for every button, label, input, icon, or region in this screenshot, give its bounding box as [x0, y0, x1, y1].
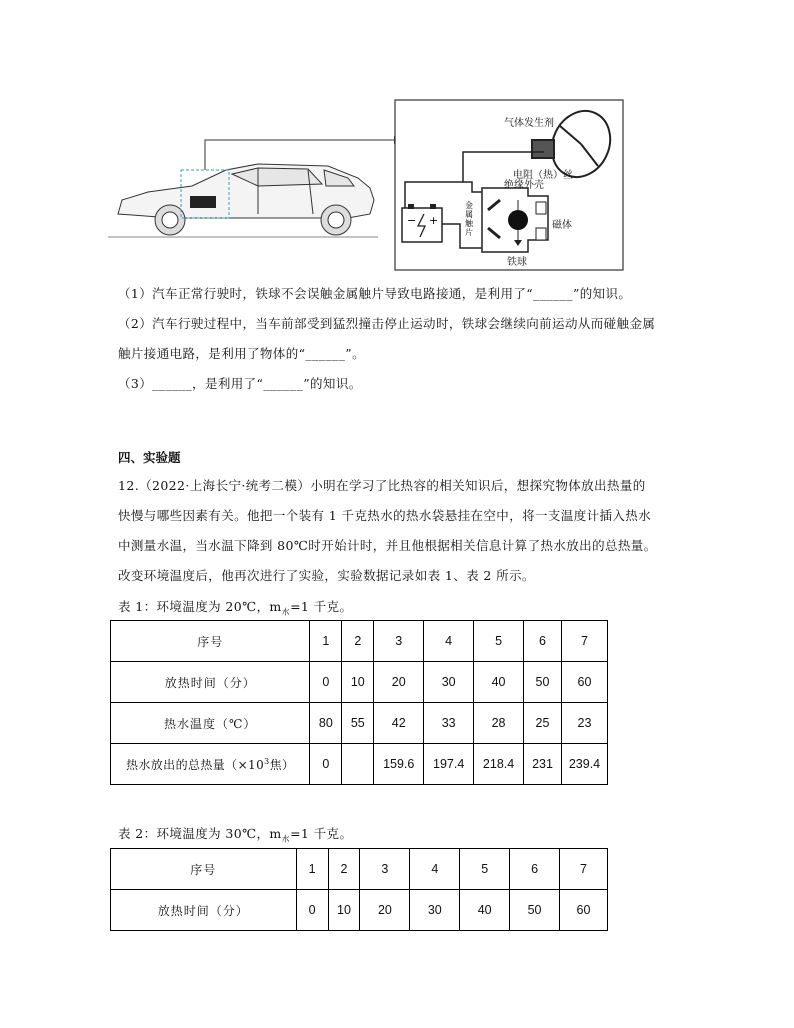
table-2 — [110, 848, 608, 931]
question-2-line-1: （2）汽车行驶过程中，当车前部受到猛烈撞击停止运动时，铁球会继续向前运动从而碰触金属 — [118, 316, 656, 331]
table-cell: 40 — [460, 890, 510, 931]
table-cell: 7 — [560, 849, 608, 890]
table-cell: 159.6 — [374, 744, 424, 785]
question-3: （3）______，是利用了“______”的知识。 — [118, 376, 362, 391]
table-row — [111, 621, 608, 662]
car-illustration — [108, 164, 378, 237]
gas-generator-label: 气体发生剂 — [504, 118, 554, 129]
svg-text:触: 触 — [465, 219, 473, 228]
table-2-caption: 表 2：环境温度为 30℃，$m_水=1$ 千克。 — [118, 826, 353, 844]
table-cell: 60 — [560, 890, 608, 931]
svg-text:属: 属 — [465, 210, 473, 219]
table-row — [111, 890, 608, 931]
table-cell: 6 — [524, 621, 562, 662]
table-cell: 33 — [424, 703, 474, 744]
svg-text:片: 片 — [465, 228, 473, 237]
battery-icon — [402, 204, 442, 242]
svg-text:+: + — [429, 214, 439, 227]
table-cell: 2 — [342, 621, 374, 662]
table-cell: 80 — [310, 703, 342, 744]
table-cell: 20 — [360, 890, 410, 931]
svg-text:金: 金 — [465, 201, 473, 210]
table-cell: 6 — [510, 849, 560, 890]
table-cell: 42 — [374, 703, 424, 744]
table-cell: 3 — [360, 849, 410, 890]
table-cell: 40 — [474, 662, 524, 703]
table-cell: 5 — [460, 849, 510, 890]
question-1: （1）汽车正常行驶时，铁球不会误触金属触片导致电路接通，是利用了“______”的知识。 — [118, 286, 632, 301]
table-cell: 25 — [524, 703, 562, 744]
row-header: 序号 — [111, 849, 297, 890]
row-header: 放热时间（分） — [111, 662, 310, 703]
table-cell: 10 — [328, 890, 360, 931]
table-cell: 10 — [342, 662, 374, 703]
airbag-circuit-figure — [108, 96, 688, 276]
table-cell: 55 — [342, 703, 374, 744]
table-cell: 60 — [561, 662, 607, 703]
table-row — [111, 662, 608, 703]
table-cell: 7 — [561, 621, 607, 662]
table-row — [111, 849, 608, 890]
table-cell: 20 — [374, 662, 424, 703]
svg-text:−: − — [407, 214, 417, 227]
table-cell: 3 — [374, 621, 424, 662]
row-header: 放热时间（分） — [111, 890, 297, 931]
table-cell: 50 — [524, 662, 562, 703]
table-cell — [342, 744, 374, 785]
table-cell: 28 — [474, 703, 524, 744]
table-cell: 1 — [310, 621, 342, 662]
table-cell: 0 — [296, 890, 328, 931]
table-1-caption: 表 1：环境温度为 20℃，$m_水=1$ 千克。 — [118, 599, 353, 617]
question-2-line-2: 触片接通电路，是利用了物体的“______”。 — [118, 346, 365, 361]
table-cell: 23 — [561, 703, 607, 744]
resistor-label: 电阻（热）丝 — [513, 170, 573, 181]
problem-12-line-3: 中测量水温，当水温下降到 80℃时开始计时，并且他根据相关信息计算了热水放出的总热量。 — [118, 538, 657, 553]
table-cell: 1 — [296, 849, 328, 890]
table-cell: 239.4 — [561, 744, 607, 785]
table-cell: 0 — [310, 662, 342, 703]
table-row — [111, 703, 608, 744]
problem-12-line-2: 快慢与哪些因素有关。他把一个装有 1 千克热水的热水袋悬挂在空中，将一支温度计插入热水 — [118, 508, 652, 523]
iron-ball-label: 铁球 — [507, 257, 527, 268]
table-cell: 4 — [410, 849, 460, 890]
table-cell: 50 — [510, 890, 560, 931]
magnet-label: 磁体 — [552, 220, 572, 231]
row-header: 序号 — [111, 621, 310, 662]
table-cell: 197.4 — [424, 744, 474, 785]
table-cell: 30 — [424, 662, 474, 703]
table-cell: 4 — [424, 621, 474, 662]
table-cell: 30 — [410, 890, 460, 931]
problem-12-line-1: 12.（2022·上海长宁·统考二模）小明在学习了比热容的相关知识后，想探究物体放出热量的 — [118, 478, 646, 493]
row-header: 热水温度（℃） — [111, 703, 310, 744]
table-row — [111, 744, 608, 785]
table-cell: 218.4 — [474, 744, 524, 785]
table-cell: 231 — [524, 744, 562, 785]
table-cell: 0 — [310, 744, 342, 785]
table-1 — [110, 620, 608, 785]
insulating-shell-label: 绝缘外壳 — [504, 180, 544, 191]
problem-12-line-4: 改变环境温度后，他再次进行了实验，实验数据记录如表 1、表 2 所示。 — [118, 568, 535, 583]
row-header: 热水放出的总热量（$\times 10^3$焦） — [111, 744, 310, 785]
table-cell: 2 — [328, 849, 360, 890]
section-title: 四、实验题 — [118, 450, 181, 465]
metal-contact-label — [465, 200, 474, 237]
table-cell: 5 — [474, 621, 524, 662]
